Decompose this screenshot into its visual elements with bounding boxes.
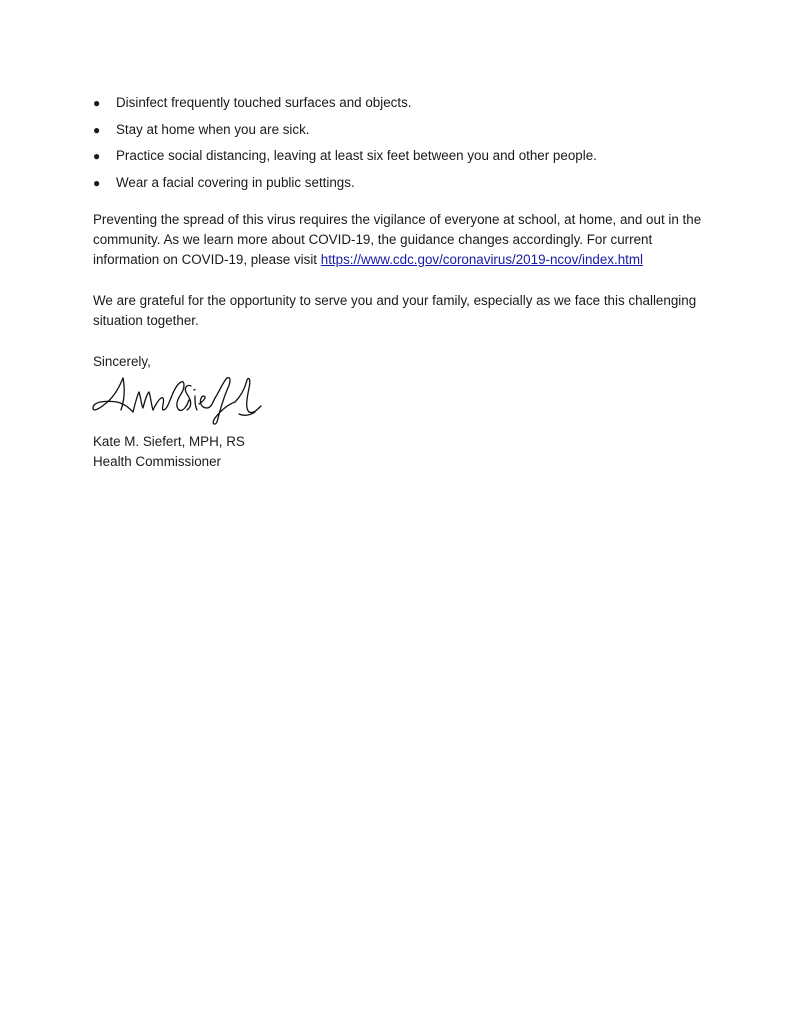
bullet-text: Practice social distancing, leaving at least six feet between you and other people. (116, 148, 597, 163)
paragraph-grateful: We are grateful for the opportunity to serve you and your family, especially as we face this challenging situation together. (93, 292, 697, 328)
bullet-dot-icon: ● (93, 149, 101, 163)
cdc-link[interactable]: https://www.cdc.gov/coronavirus/2019-ncov/index.html (320, 251, 644, 267)
handwritten-signature-icon (91, 374, 266, 426)
bullet-text: Disinfect frequently touched surfaces and objects. (116, 95, 412, 110)
bullet-dot-icon: ● (93, 122, 101, 137)
letter-body (93, 93, 713, 472)
bullet-item-facial-covering (93, 173, 713, 193)
bullet-text: Wear a facial covering in public settings. (116, 174, 355, 190)
closing-salutation: Sincerely, (93, 353, 151, 369)
bullet-dot-icon: ● (93, 96, 101, 110)
guidance-bullet-list (93, 93, 713, 193)
bullet-item-disinfect (93, 93, 713, 113)
signer-name: Kate M. Siefert, MPH, RS (93, 433, 245, 449)
paragraph-vigilance (93, 210, 713, 270)
bullet-item-social-distancing (93, 146, 713, 166)
paragraph-vigilance-text: Preventing the spread of this virus requires the vigilance of everyone at school, at home, and out in the community. As we learn more about COVID-19, the guidance changes accordingly. For current information on COVID-19, please visit (93, 211, 702, 267)
bullet-item-stay-home (93, 120, 713, 140)
signer-block (93, 432, 713, 472)
bullet-text: Stay at home when you are sick. (116, 121, 310, 137)
signer-title: Health Commissioner (93, 453, 221, 469)
bullet-dot-icon: ● (93, 175, 101, 190)
